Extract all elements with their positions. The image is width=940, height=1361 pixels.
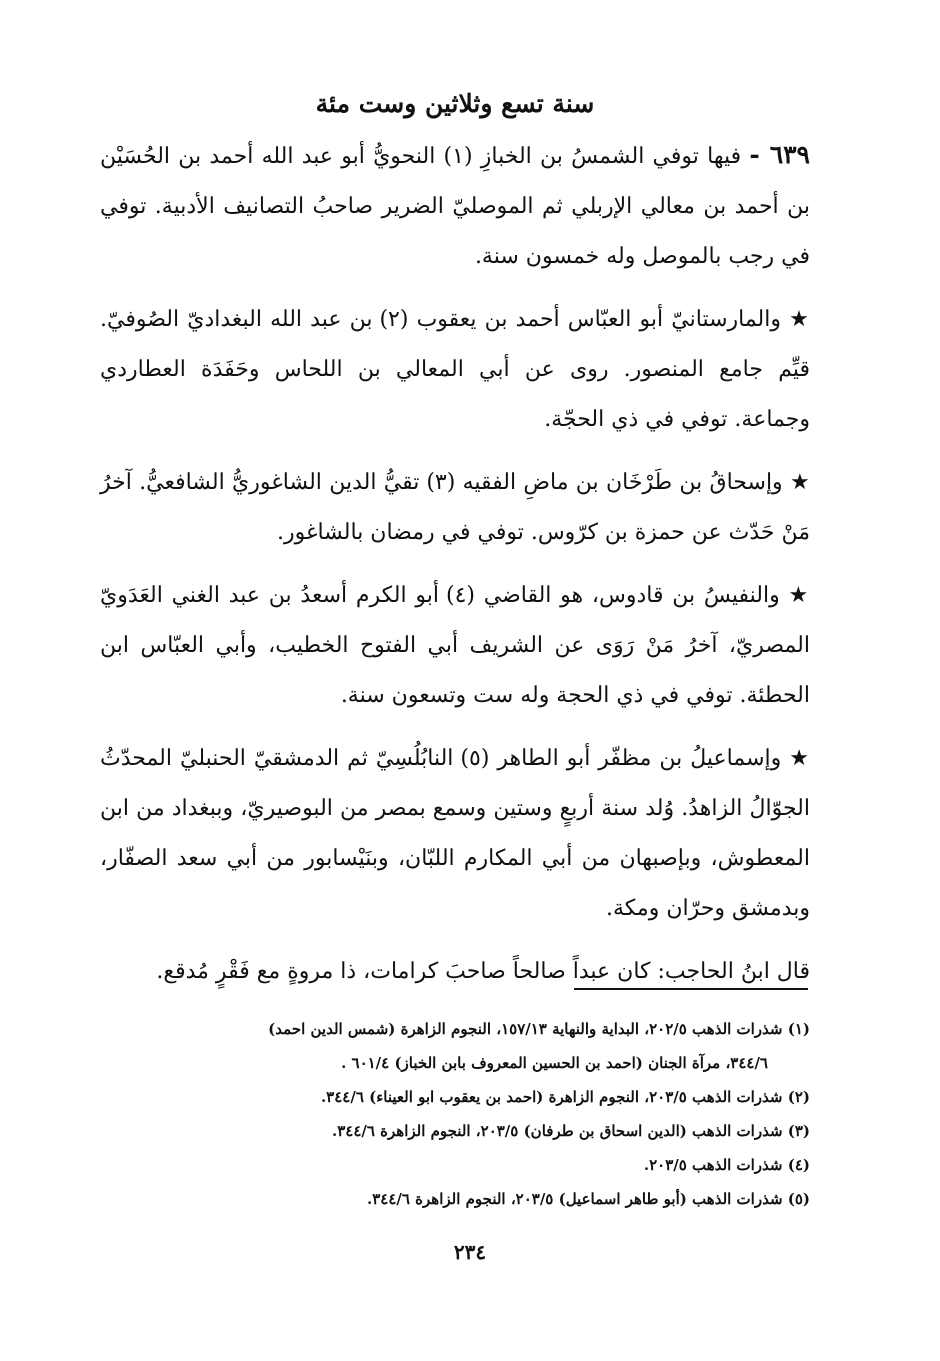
footnote-2: (٢) شذرات الذهب ٢٠٣/٥، النجوم الزاهرة (احمد بن يعقوب ابو العيناء) ٣٤٤/٦. [320, 1088, 810, 1106]
entry-number: ٦٣٩ - [749, 140, 810, 169]
page-title: سنة تسع وثلاثين وست مئة [315, 89, 595, 118]
footnote-1: (١) شذرات الذهب ٢٠٢/٥، البداية والنهاية ١٥٧/١٣، النجوم الزاهرة (شمس الدين احمد) [268, 1020, 810, 1038]
footnote-3: (٣) شذرات الذهب (الدين اسحاق بن طرفان) ٢٠٣/٥، النجوم الزاهرة ٣٤٤/٦. [331, 1122, 810, 1140]
entry-ismail: ★ وإسماعيلُ بن مظفّر أبو الطاهر (٥) النابُلُسِيّ ثم الدمشقيّ الحنبليّ المحدّثُ الجوّالُ الزاهدُ. وُلد سنة أربعٍ وستين وسمع بمصر من البوصيريّ، وببغداد من ابن المعطوش، وبإصبهان من أبي المكارم اللبّان، وبنَيْسابور من أبي سعد الصفّار، وبدمشق وحرّان ومكة. [100, 746, 810, 921]
footnote-5: (٥) شذرات الذهب (أبو طاهر اسماعيل) ٢٠٣/٥، النجوم الزاهرة ٣٤٤/٦. [366, 1190, 810, 1208]
page-number: ٢٣٤ [453, 1240, 487, 1264]
page-body [100, 84, 810, 1010]
entry-maristani: ★ والمارستانيّ أبو العبّاس أحمد بن يعقوب (٢) بن عبد الله البغداديّ الصُوفيّ. قيِّم جامع المنصور. روى عن أبي المعالي بن اللحاس وحَفَدَة العطاردي وجماعة. توفي في ذي الحجّة. [100, 307, 810, 432]
footnotes [100, 1012, 810, 1216]
entry-ishaq: ★ وإسحاقُ بن طَرْخَان بن ماضِ الفقيه (٣) تقيُّ الدين الشاغوريُّ الشافعيُّ. آخرُ مَنْ حَدّث عن حمزة بن كرّوس. توفي في رمضان بالشاغور. [100, 470, 811, 545]
entry-text: فيها توفي الشمسُ بن الخبازِ (١) النحويُّ أبو عبد الله أحمد بن الحُسَيْن بن أحمد بن معالي الإربلي ثم الموصليّ الضرير صاحبُ التصانيف الأدبية. توفي في رجب بالموصل وله خمسون سنة. [100, 144, 810, 269]
quote-ibn-hajib: قال ابنُ الحاجب: كان عبداً صالحاً صاحبَ كرامات، ذا مروةٍ مع فَقْرٍ مُدقع. [156, 959, 810, 984]
footnote-separator [574, 988, 808, 990]
footnote-4: (٤) شذرات الذهب ٢٠٣/٥. [643, 1156, 810, 1174]
footnote-1-continuation: ٣٤٤/٦، مرآة الجنان (احمد بن الحسين المعروف بابن الخباز) ٦٠١/٤ . [341, 1054, 768, 1072]
entry-nafis: ★ والنفيسُ بن قادوس، هو القاضي (٤) أبو الكرم أسعدُ بن عبد الغني العَدَويّ المصريّ، آخرُ مَنْ رَوَى عن الشريف أبي الفتوح الخطيب، وأبي العبّاس ابن الحطئة. توفي في ذي الحجة وله ست وتسعون سنة. [100, 583, 810, 708]
entry-639 [100, 130, 810, 282]
